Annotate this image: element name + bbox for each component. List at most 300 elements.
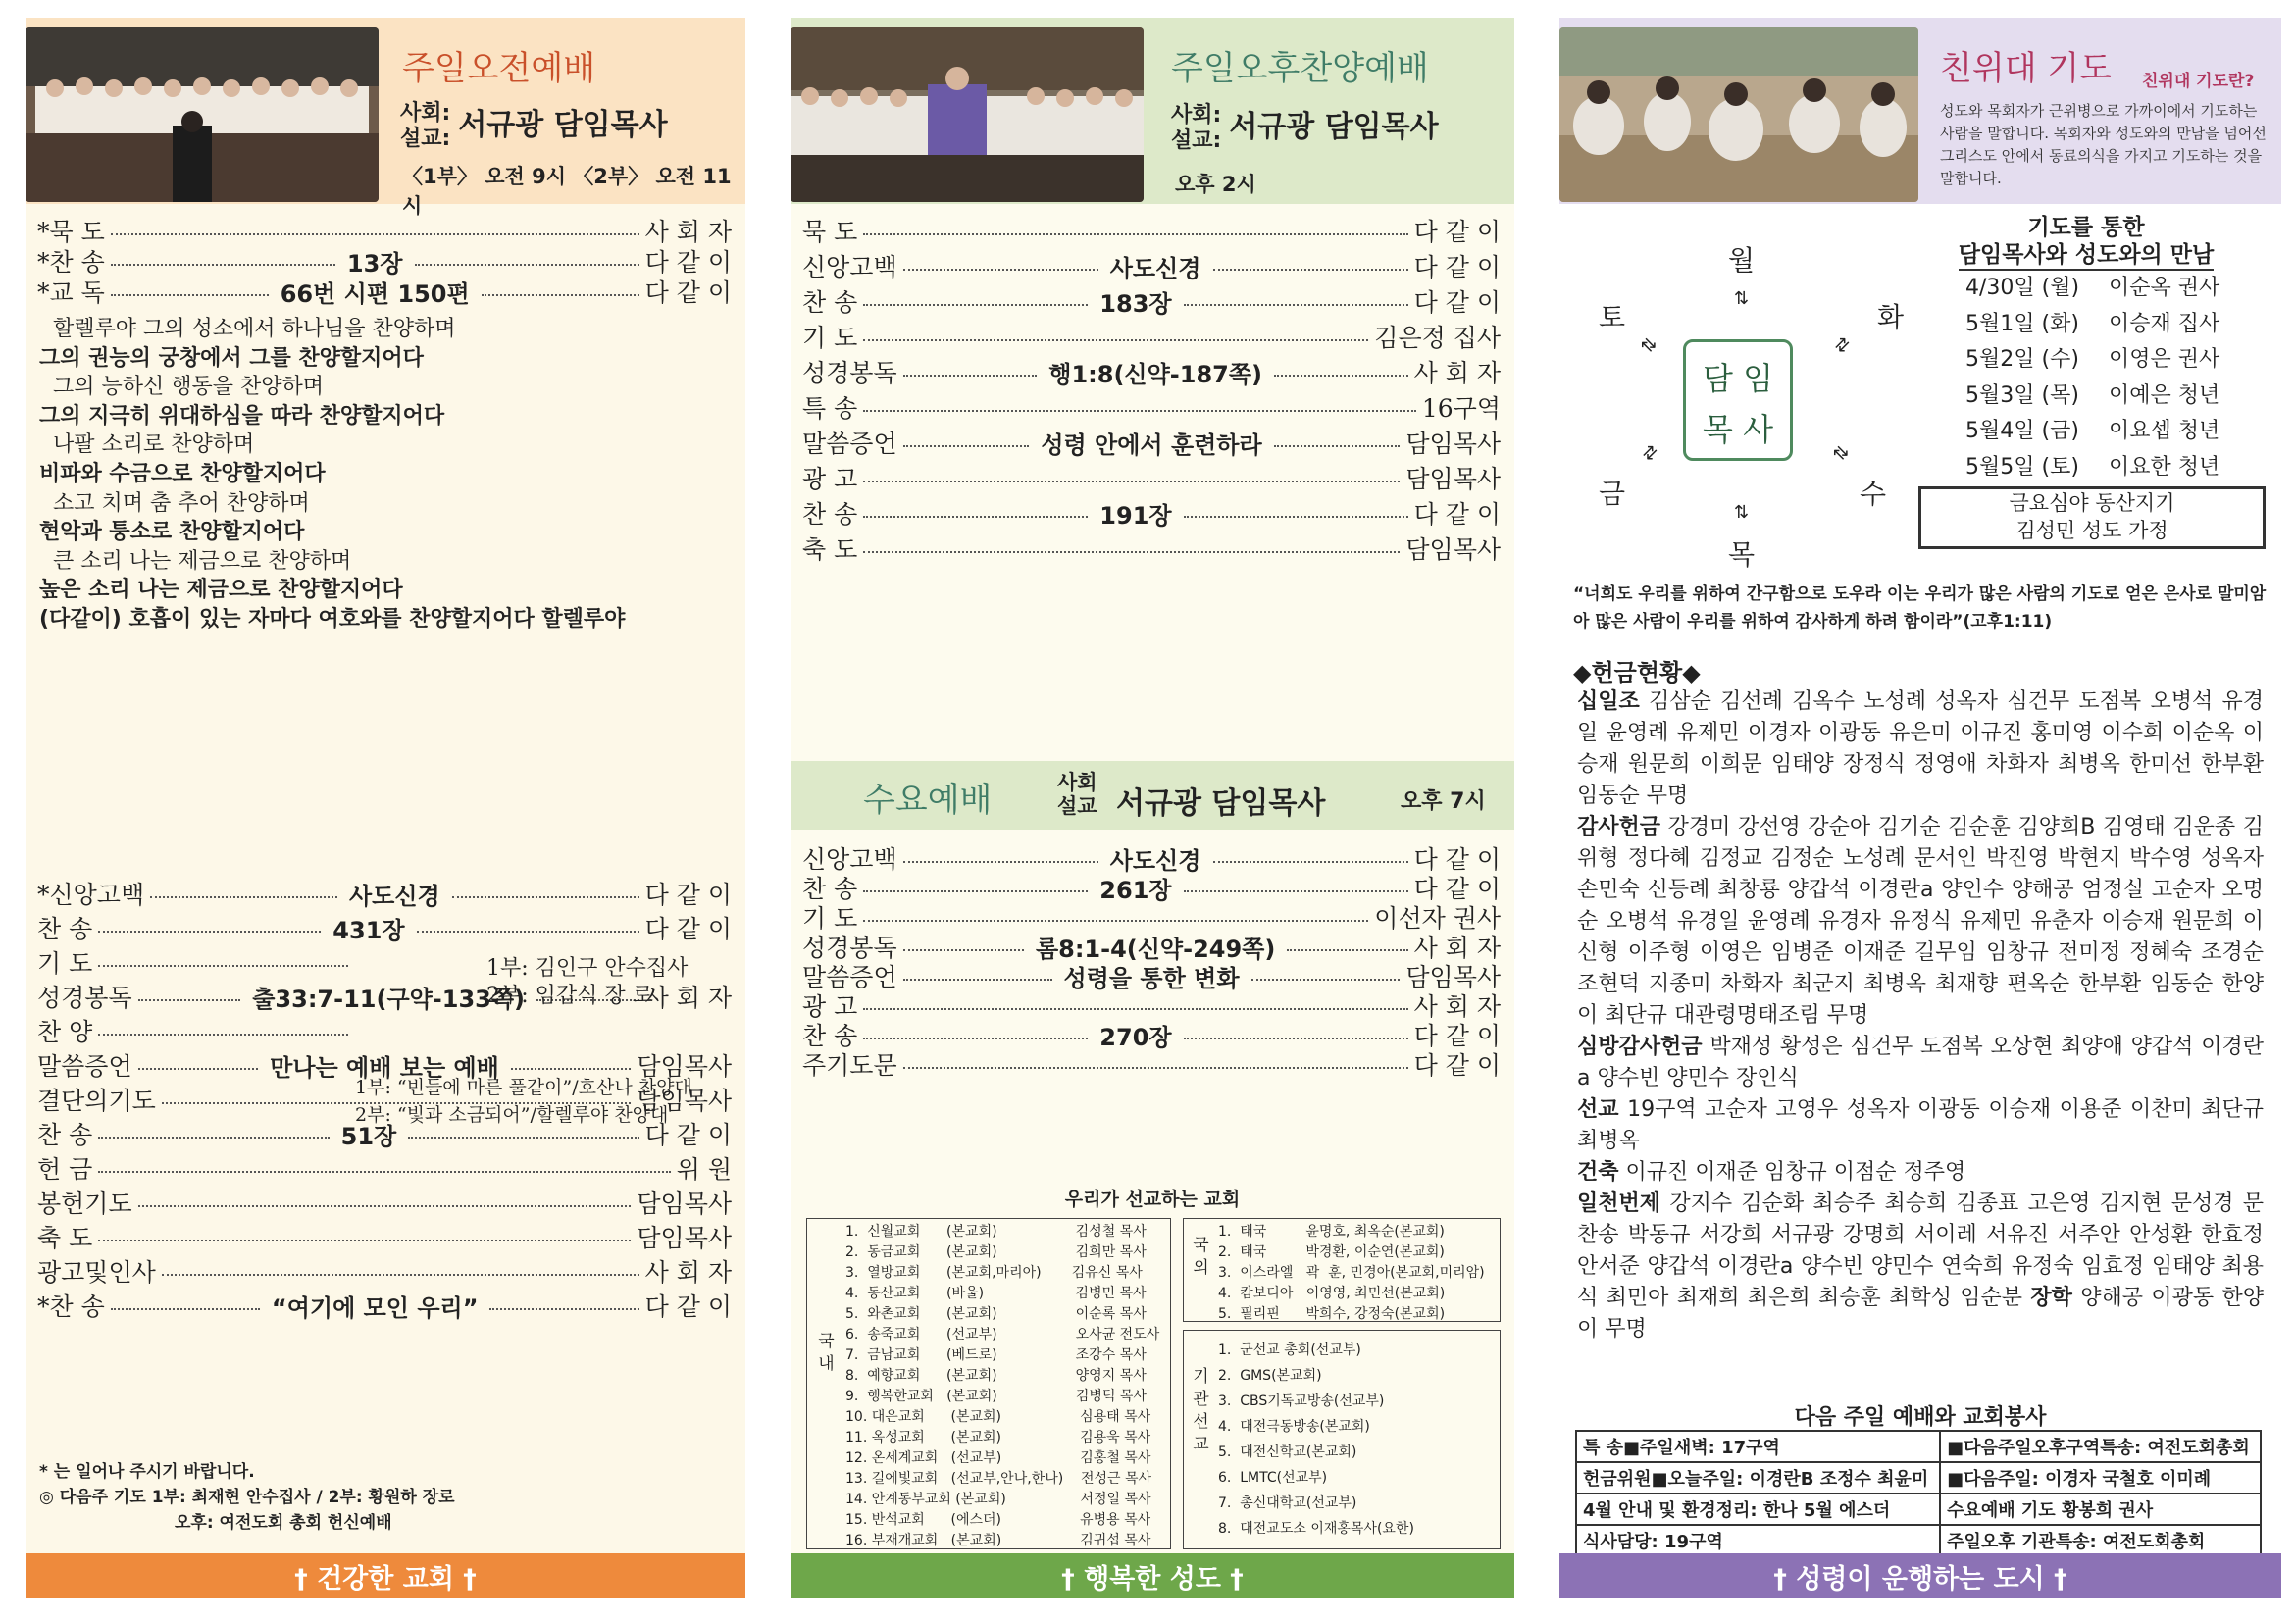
offering-names: 양해공 이광동 한양이 무명 (1577, 1286, 2264, 1342)
choir-1: 1부: “빈들에 마른 풀같이”/호산나 찬양대 (355, 1077, 692, 1098)
order-person: 16구역 (1421, 394, 1501, 423)
choir-2: 2부: “빛과 소금되어”/할렐루야 찬양대 (355, 1104, 669, 1126)
afternoon-note: 오후: 여전도회 총회 헌신예배 (175, 1513, 392, 1533)
order-label: 찬 송 (802, 1022, 858, 1050)
order-row (802, 494, 1501, 532)
order-row (802, 247, 1501, 284)
mission-item: 4. 대전극동방송(본교회) (1218, 1419, 1370, 1435)
leader-label-preacher: 설교: (400, 126, 451, 151)
order-row (802, 1045, 1501, 1083)
prayer-title: 친위대 기도 (1940, 49, 2113, 88)
order-label: *교 독 (37, 279, 105, 307)
day-saturday: 토 (1599, 301, 1626, 333)
wed-label-host: 사회 (1057, 771, 1097, 794)
order-label: *묵 도 (37, 218, 105, 246)
mission-item: 4. 캄보디아 이영영, 최민선(본교회) (1218, 1286, 1446, 1301)
arrow-up-down-icon: ⇅ (1734, 288, 1750, 309)
org-label: 기관선교 (1189, 1367, 1208, 1457)
order-row (802, 282, 1501, 320)
prayer-leader-2: 2부: 임갑식 장 로 (486, 984, 653, 1008)
order-label: 찬 송 (802, 288, 858, 317)
day-tuesday: 화 (1877, 301, 1905, 333)
order-content: 261장 (1099, 876, 1172, 904)
mission-item: 4. 동산교회 (바울) 김병민 목사 (845, 1286, 1147, 1301)
offering-names: 강지수 김순화 최승주 최승희 김종표 고은영 김지현 문성경 문찬송 박동규 서강희 서규광 강명희 서이레 서유진 서주안 안성환 한효정 안서준 양갑석 이경란a 양수빈 양민수 연숙희 유정숙 임효정 임태양 최용석 최민아 최재희 최은희 최승훈 최학성 임순분 (1577, 1191, 2265, 1310)
leader-dots (408, 1137, 638, 1139)
offering-names: 19구역 고순자 고영우 성옥자 이광동 이승재 이용준 이찬미 최단규 최병옥 (1577, 1097, 2265, 1153)
order-row (37, 1184, 732, 1221)
offering-title: ◆헌금현황◆ (1573, 659, 1701, 686)
leader-dots (417, 931, 639, 933)
prayer-header (1559, 18, 2281, 204)
next-week-row (1576, 1525, 2261, 1556)
order-person: 다 같 이 (644, 1292, 732, 1321)
order-row (802, 353, 1501, 390)
arrow-diagonal-icon: ⇅ (1636, 440, 1662, 467)
leader-dots (162, 1274, 639, 1276)
order-person: 다 같 이 (1413, 218, 1501, 246)
morning-service-title: 주일오전예배 (402, 49, 596, 88)
order-person: 다 같 이 (1413, 875, 1501, 903)
next-week-cell: ■다음주일: 이경자 국철호 이미례 (1940, 1462, 2261, 1494)
order-label: 말씀증언 (802, 963, 897, 991)
mission-item: 3. CBS기독교방송(선교부) (1218, 1393, 1385, 1409)
mission-item: 8. 대전교도소 이재홍목사(요한) (1218, 1521, 1414, 1537)
order-person: 담임목사 (637, 1087, 732, 1115)
mission-item: 3. 이스라엘 곽 훈, 민경아(본교회,미리암) (1218, 1265, 1485, 1281)
mission-item: 2. 태국 박경환, 이순연(본교회) (1218, 1244, 1445, 1260)
leader-dots (863, 304, 1088, 306)
leader-dots (903, 1067, 1408, 1069)
footer-healthy-church: † 건강한 교회 † (26, 1553, 745, 1598)
overseas-label: 국외 (1189, 1236, 1208, 1281)
responsive-reading-line: 나팔 소리로 찬양하며 (53, 432, 255, 458)
mission-item: 3. 열방교회 (본교회,마리아) 김유신 목사 (845, 1265, 1143, 1281)
order-content: “여기에 모인 우리” (271, 1293, 479, 1322)
order-content: 출33:7-11(구약-133쪽) (252, 985, 526, 1013)
order-row (802, 212, 1501, 249)
wednesday-service-title: 수요예배 (863, 781, 993, 820)
meeting-date: 5월5일 (토) (1965, 454, 2079, 480)
next-prayer-note: ◎ 다음주 기도 1부: 최재현 안수집사 / 2부: 황원하 장로 (39, 1488, 455, 1507)
next-week-cell: 헌금위원■오늘주일: 이경란B 조정수 최윤미 (1576, 1462, 1940, 1494)
order-person: 담임목사 (637, 1224, 732, 1252)
morning-service-leader (400, 100, 668, 152)
offering-names: 박재성 황성은 심건무 도점복 오상현 최양애 양갑석 이경란a 양수빈 양민수 장인식 (1577, 1035, 2264, 1090)
responsive-reading-line: 비파와 수금으로 찬양할지어다 (39, 462, 326, 486)
leader-dots (863, 1038, 1088, 1039)
prayer-photo (1559, 27, 1918, 202)
leader-dots (863, 920, 1368, 922)
order-person: 다 같 이 (644, 1121, 733, 1149)
arrow-diagonal-icon: ⇅ (1828, 440, 1855, 467)
order-person: 사 회 자 (1413, 359, 1502, 387)
offering-category: 감사헌금 (1577, 815, 1661, 839)
order-label: 찬 송 (802, 875, 858, 903)
order-label: *신앙고백 (37, 881, 145, 909)
order-person: 담임목사 (1405, 430, 1501, 458)
mission-item: 11. 옥성교회 (본교회) 김용욱 목사 (845, 1430, 1151, 1445)
order-content: 사도신경 (1109, 254, 1201, 282)
next-week-cell: 특 송■주일새벽: 17구역 (1576, 1431, 1940, 1462)
order-label: 찬 송 (37, 1121, 93, 1149)
pastor-box (1683, 339, 1793, 461)
arrow-up-down-icon: ⇅ (1734, 502, 1750, 523)
leader-label-host: 사회: (1171, 102, 1222, 127)
order-content: 행1:8(신약-187쪽) (1048, 360, 1262, 388)
meeting-date: 5월1일 (화) (1965, 311, 2079, 336)
order-content: 13장 (346, 249, 403, 278)
order-person: 다 같 이 (1413, 1051, 1501, 1080)
leader-dots (1184, 1038, 1408, 1039)
afternoon-service-leader (1171, 102, 1439, 154)
order-row (802, 530, 1501, 567)
domestic-label: 국내 (814, 1332, 834, 1377)
pastor-box-line2: 목 사 (1703, 411, 1773, 448)
prayer-description: 성도와 목회자가 근위병으로 가까이에서 기도하는 사람을 말합니다. 목회자와 성도와의 만남을 넘어선 그리스도 안에서 동료의식을 가지고 기도하는 것을 말합니다. (1940, 102, 2267, 187)
meeting-date: 5월4일 (금) (1965, 419, 2079, 443)
order-row (37, 1012, 732, 1049)
order-person: 사 회 자 (644, 984, 733, 1012)
mission-item: 16. 부재개교회 (본교회) 김귀섭 목사 (845, 1533, 1151, 1548)
leader-dots (415, 264, 639, 266)
order-content: 270장 (1099, 1023, 1172, 1051)
leader-dots (863, 481, 1400, 482)
order-label: 기 도 (37, 949, 93, 978)
day-thursday: 목 (1728, 538, 1756, 571)
order-label: 축 도 (37, 1224, 93, 1252)
arrow-diagonal-icon: ⇅ (1828, 332, 1855, 359)
order-content: 51장 (340, 1122, 397, 1150)
meeting-date: 5월3일 (목) (1965, 382, 2079, 408)
leader-dots (1251, 979, 1401, 981)
afternoon-service-column (791, 18, 1514, 1598)
leader-dots (1184, 516, 1408, 518)
afternoon-service-title: 주일오후찬양예배 (1171, 49, 1429, 88)
mission-item: 14. 안계동부교회 (본교회) 서정일 목사 (845, 1492, 1151, 1507)
next-week-table (1575, 1430, 2262, 1557)
leader-dots (511, 1068, 632, 1070)
footer-happy-saints: † 행복한 성도 † (791, 1553, 1514, 1598)
order-person: 다 같 이 (1413, 1022, 1501, 1050)
mission-item: 1. 군선교 총회(선교부) (1218, 1342, 1361, 1358)
day-wednesday: 수 (1860, 478, 1887, 510)
leader-label-preacher: 설교: (1171, 127, 1222, 153)
wed-label-preacher: 설교 (1057, 794, 1097, 818)
order-row (802, 459, 1501, 496)
order-person: 담임목사 (637, 1052, 733, 1081)
arrow-diagonal-icon: ⇅ (1636, 332, 1662, 359)
leader-dots (863, 516, 1088, 518)
offering-category: 장학 (2030, 1286, 2072, 1310)
order-label: 찬 양 (37, 1018, 93, 1046)
order-row (37, 1149, 732, 1187)
responsive-reading-line: 그의 능하신 행동을 찬양하며 (53, 375, 325, 400)
leader-dots (98, 1034, 348, 1036)
pastor-box-line1: 담 임 (1703, 360, 1773, 397)
order-person: 다 같 이 (1413, 253, 1501, 281)
leader-name: 서규광 담임목사 (1229, 110, 1439, 144)
meeting-title-1: 기도를 통한 (2027, 215, 2145, 240)
meeting-member: 이영은 권사 (2109, 347, 2220, 372)
friday-line-1: 금요심야 동산지기 (2009, 491, 2175, 515)
leader-dots (1184, 304, 1408, 306)
leader-dots (111, 1308, 260, 1310)
morning-service-column (26, 18, 745, 1598)
order-person: 담임목사 (1405, 465, 1501, 493)
order-label: *찬 송 (37, 1292, 105, 1321)
responsive-reading-line: 할렐루야 그의 성소에서 하나님을 찬양하며 (53, 317, 456, 341)
order-label: 봉헌기도 (37, 1190, 132, 1218)
wednesday-leader-labels (1057, 771, 1097, 818)
day-friday: 금 (1599, 478, 1626, 510)
prayer-leader-1: 1부: 김인구 안수집사 (486, 956, 689, 981)
order-content: 사도신경 (349, 882, 440, 910)
mission-item: 12. 온세계교회 (선교부) 김홍철 목사 (845, 1450, 1151, 1466)
org-list (1218, 1338, 1414, 1542)
next-week-cell: 주일오후 기관특송: 여전도회총회 (1940, 1525, 2261, 1556)
leader-dots (111, 264, 335, 266)
offering-category: 건축 (1577, 1160, 1619, 1185)
leader-dots (1213, 269, 1408, 271)
order-person: 김은정 집사 (1374, 324, 1501, 352)
order-row (802, 424, 1501, 461)
leader-dots (98, 931, 321, 933)
leader-dots (863, 1008, 1407, 1010)
order-label: 묵 도 (802, 218, 858, 246)
order-person: 사 회 자 (644, 1258, 732, 1287)
offering-list (1577, 686, 2264, 1345)
afternoon-service-time: 오후 2시 (1175, 173, 1256, 196)
standing-note: * 는 일어나 주시기 바랍니다. (39, 1462, 255, 1482)
offering-block (1577, 1157, 2264, 1189)
mission-item: 6. LMTC(선교부) (1218, 1470, 1328, 1486)
responsive-reading-line: 그의 권능의 궁창에서 그를 찬양할지어다 (39, 345, 424, 371)
next-week-row (1576, 1494, 2261, 1525)
order-label: 찬 송 (802, 500, 858, 529)
mission-title: 우리가 선교하는 교회 (1064, 1189, 1241, 1210)
leader-name: 서규광 담임목사 (458, 108, 668, 142)
leader-dots (1184, 890, 1408, 892)
order-row (37, 1218, 732, 1255)
order-content: 성령 안에서 훈련하라 (1041, 431, 1262, 459)
choir-photo (26, 27, 379, 202)
order-label: 찬 송 (37, 915, 93, 943)
friday-night-box (1918, 486, 2266, 549)
order-label: 성경봉독 (802, 934, 897, 962)
responsive-reading-line: 높은 소리 나는 제금으로 찬양할지어다 (39, 578, 403, 603)
offering-names: 강경미 강선영 강순아 김기순 김순훈 김양희B 김영태 김운종 김위형 정다혜 김정교 김정순 노성례 문서인 박진영 박현지 박수영 성옥자 손민숙 신등례 최창룡 양갑석 이경란a 양인수 양해공 엄정실 고순자 오명순 오병석 유경일 윤영례 유경자 유정식 유제민 유춘자 이승재 원문희 이신형 이주형 이영은 임병준 이재준 길무임 임창규 전미정 정혜숙 조경순 조현덕 지종미 차화자 최군지 최병옥 최재향 편옥순 한부환 임동순 한양이 최단규 대관령명태조림 무명 (1577, 815, 2264, 1028)
offering-category: 심방감사헌금 (1577, 1035, 1703, 1059)
footer-spirit-city: † 성령이 운행하는 도시 † (1559, 1553, 2281, 1598)
order-label: 성경봉독 (37, 984, 132, 1012)
leader-dots (863, 233, 1407, 235)
day-monday: 월 (1728, 244, 1756, 277)
order-person: 이선자 권사 (1374, 904, 1501, 933)
order-person: 다 같 이 (1413, 288, 1501, 317)
order-content: 만나는 예배 보는 예배 (270, 1053, 499, 1082)
friday-line-2: 김성민 성도 가정 (2015, 519, 2168, 542)
mission-item: 6. 송죽교회 (선교부) 오사균 전도사 (845, 1327, 1160, 1342)
leader-dots (452, 896, 639, 898)
offering-category: 일천번제 (1577, 1191, 1661, 1216)
leader-dots (138, 999, 241, 1001)
order-label: 특 송 (802, 394, 858, 423)
scripture-verse: “너희도 우리를 위하여 간구함으로 도우라 이는 우리가 많은 사람의 기도로 얻은 은사로 말미암아 많은 사람이 우리를 위하여 감사하게 하려 함이라”(고후1:11) (1573, 584, 2267, 632)
leader-dots (863, 551, 1400, 553)
leader-dots (1287, 949, 1407, 951)
leader-dots (111, 294, 269, 296)
leader-dots (903, 949, 1024, 951)
next-week-title: 다음 주일 예배와 교회봉사 (1794, 1405, 2047, 1430)
mission-item: 5. 대전신학교(본교회) (1218, 1444, 1357, 1460)
order-label: 기 도 (802, 904, 858, 933)
mission-item: 7. 총신대학교(선교부) (1218, 1495, 1357, 1511)
order-label: 축 도 (802, 535, 858, 564)
order-row (802, 388, 1501, 426)
order-label: 신앙고백 (802, 253, 897, 281)
leader-dots (863, 890, 1088, 892)
wednesday-time: 오후 7시 (1401, 789, 1486, 814)
order-person: 다 같 이 (644, 248, 733, 277)
order-label: 광고및인사 (37, 1258, 156, 1287)
mission-item: 1. 신월교회 (본교회) 김성철 목사 (845, 1224, 1147, 1240)
order-row (37, 875, 732, 912)
prayer-diagram (1559, 214, 1913, 571)
mission-item: 15. 반석교회 (에스더) 유병용 목사 (845, 1512, 1151, 1528)
leader-dots (903, 979, 1052, 981)
meeting-title (1905, 214, 2268, 271)
offering-block (1577, 1032, 2264, 1094)
offering-block (1577, 812, 2264, 1032)
leader-dots (903, 269, 1098, 271)
mission-item: 7. 금남교회 (베드로) 조강수 목사 (845, 1347, 1147, 1363)
leader-dots (98, 965, 348, 967)
leader-dots (482, 294, 639, 296)
order-person: 위 원 (676, 1155, 732, 1184)
offering-category: 선교 (1577, 1097, 1619, 1122)
leader-dots (1213, 861, 1408, 863)
leader-dots (150, 896, 337, 898)
meeting-date: 4/30일 (월) (1965, 276, 2080, 300)
morning-service-header (26, 18, 745, 218)
order-person: 사 회 자 (1413, 992, 1501, 1021)
order-label: 말씀증언 (802, 430, 897, 458)
leader-dots (98, 1137, 329, 1139)
meeting-member: 이요한 청년 (2109, 454, 2220, 480)
order-person: 담임목사 (1405, 963, 1501, 991)
leader-dots (138, 1205, 632, 1207)
prayer-column (1559, 18, 2281, 1598)
responsive-reading-line: (다같이) 호흡이 있는 자마다 여호와를 찬양할지어다 할렐루야 (39, 607, 626, 632)
mission-item: 1. 태국 윤명호, 최옥순(본교회) (1218, 1224, 1445, 1240)
order-label: 헌 금 (37, 1155, 93, 1184)
leader-label-host: 사회: (400, 100, 451, 126)
next-week-row (1576, 1431, 2261, 1462)
leader-dots (903, 445, 1030, 447)
mission-item: 9. 행복한교회 (본교회) 김병덕 목사 (845, 1389, 1147, 1404)
overseas-list (1218, 1222, 1485, 1325)
offering-names: 김삼순 김선례 김옥수 노성례 성옥자 심건무 도점복 오병석 유경일 윤영례 유제민 이경자 이광동 유은미 이규진 홍미영 이수희 이순옥 이승재 원문희 이희문 임태양 장정식 정영애 차화자 최병옥 한미선 한부환 임동순 무명 (1577, 689, 2265, 808)
offering-block (1577, 686, 2264, 812)
leader-dots (138, 1068, 259, 1070)
order-person: 다 같 이 (1413, 500, 1501, 529)
wednesday-service-header (791, 761, 1514, 830)
mission-item: 13. 길에빛교회 (선교부,안나,한나) 전성근 목사 (845, 1471, 1152, 1487)
mission-item: 2. 동금교회 (본교회) 김희만 목사 (845, 1244, 1147, 1260)
order-person: 사 회 자 (1413, 934, 1502, 962)
meeting-member: 이승재 집사 (2109, 311, 2220, 336)
order-row (37, 273, 732, 310)
mission-item: 2. GMS(본교회) (1218, 1368, 1322, 1384)
mission-item: 10. 대은교회 (본교회) 심용태 목사 (845, 1409, 1151, 1425)
meeting-member: 이순옥 권사 (2109, 276, 2220, 300)
morning-service-times: 〈1부〉 오전 9시 〈2부〉 오전 11시 (402, 165, 732, 218)
next-week-row (1576, 1462, 2261, 1494)
leader-dots (1274, 445, 1401, 447)
order-row (802, 318, 1501, 355)
mission-item: 8. 예향교회 (본교회) 양영지 목사 (845, 1368, 1147, 1384)
leader-dots (863, 339, 1368, 341)
order-person: 담임목사 (637, 1190, 732, 1218)
order-row (37, 1252, 732, 1290)
order-label: 결단의기도 (37, 1087, 156, 1115)
order-person: 다 같 이 (644, 279, 732, 307)
leader-dots (489, 1308, 638, 1310)
order-label: *찬 송 (37, 248, 105, 277)
order-person: 사 회 자 (644, 218, 732, 246)
order-row (37, 1287, 732, 1324)
order-person: 다 같 이 (644, 915, 732, 943)
order-content: 롬8:1-4(신약-249쪽) (1035, 935, 1276, 963)
order-person: 다 같 이 (1413, 845, 1501, 874)
leader-dots (111, 233, 639, 235)
order-label: 주기도문 (802, 1051, 897, 1080)
next-week-cell: ■다음주일오후구역특송: 여전도회총회 (1940, 1431, 2261, 1462)
order-person: 담임목사 (1405, 535, 1501, 564)
order-content: 성령을 통한 변화 (1063, 964, 1240, 992)
order-label: 성경봉독 (802, 359, 897, 387)
leader-dots (98, 1171, 671, 1173)
next-week-cell: 4월 안내 및 환경정리: 한나 5월 에스더 (1576, 1494, 1940, 1525)
order-person: 다 같 이 (644, 881, 732, 909)
order-content: 66번 시편 150편 (280, 279, 470, 308)
leader-dots (1274, 375, 1408, 377)
order-label: 신앙고백 (802, 845, 897, 874)
order-content: 431장 (332, 916, 405, 944)
offering-block (1577, 1094, 2264, 1157)
order-content: 183장 (1099, 289, 1172, 318)
meeting-title-2: 담임목사와 성도와의 만남 (1959, 241, 2214, 271)
meeting-member: 이요셉 청년 (2109, 419, 2220, 443)
leader-dots (903, 861, 1098, 863)
worship-photo (791, 27, 1144, 202)
leader-dots (98, 1240, 631, 1241)
order-label: 말씀증언 (37, 1052, 132, 1081)
domestic-list (845, 1222, 1159, 1551)
afternoon-service-header (791, 18, 1514, 204)
mission-item: 5. 와촌교회 (본교회) 이순록 목사 (845, 1306, 1147, 1322)
next-week-cell: 수요예배 기도 황봉희 권사 (1940, 1494, 2261, 1525)
meeting-date: 5월2일 (수) (1965, 347, 2079, 372)
order-label: 기 도 (802, 324, 858, 352)
mission-item: 5. 필리핀 박희수, 강정숙(본교회) (1218, 1306, 1446, 1322)
responsive-reading-line: 현악과 퉁소로 찬양할지어다 (39, 520, 305, 545)
order-label: 광 고 (802, 465, 858, 493)
meeting-member: 이예은 청년 (2109, 382, 2220, 408)
offering-names: 이규진 이재준 임창규 이점순 정주영 (1625, 1160, 1966, 1185)
offering-category: 십일조 (1577, 689, 1640, 714)
